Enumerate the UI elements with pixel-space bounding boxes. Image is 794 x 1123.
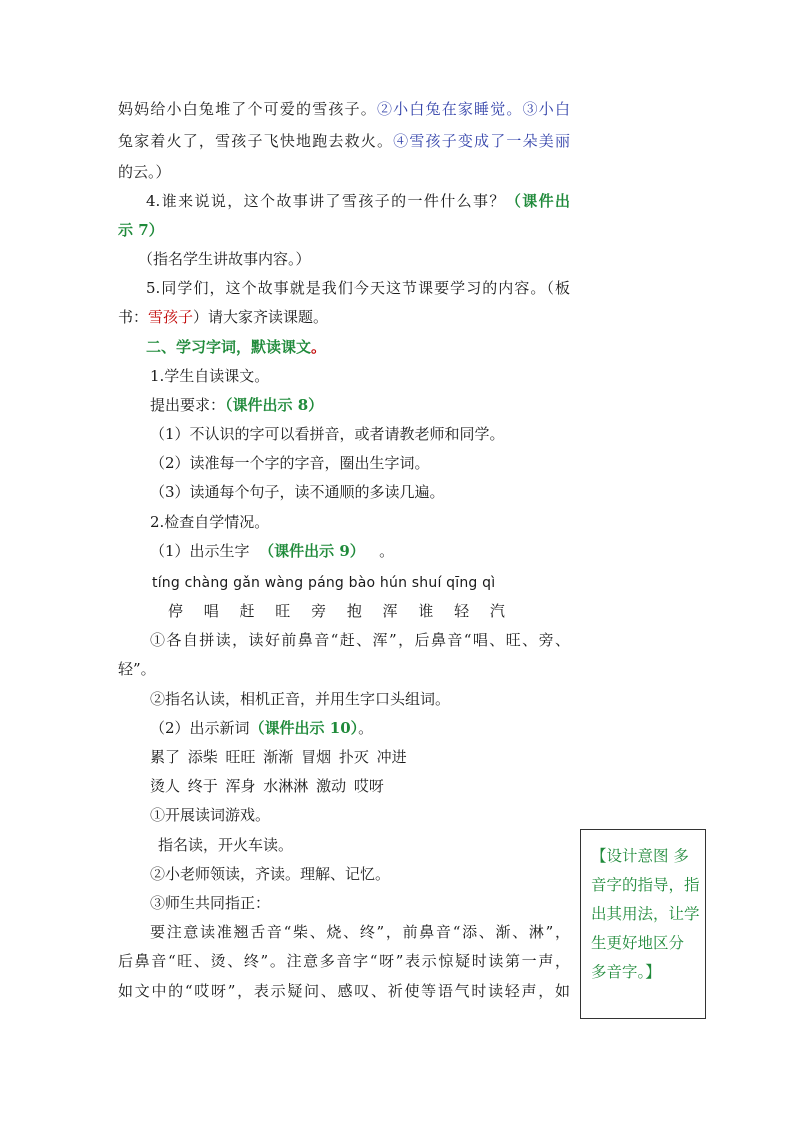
text-line: 妈妈给小白兔堆了个可爱的雪孩子。②小白兔在家睡觉。③小白 [118, 100, 570, 118]
text-line: 4.谁来说说，这个故事讲了雪孩子的一件什么事？（课件出 [146, 192, 570, 210]
text-line: ③师生共同指正： [150, 894, 271, 912]
new-words-row: 烫人 终于 浑身 水淋淋 激动 哎呀 [150, 777, 384, 795]
design-intent-note [580, 829, 706, 1019]
text-line: （1）出示生字 （课件出示 9） 。 [150, 542, 395, 560]
text-line: 要注意读准翘舌音“柴、烧、终”，前鼻音“添、渐、淋”， [150, 923, 570, 941]
text-line: （2）读准每一个字的字音，圈出生字词。 [150, 454, 430, 472]
note-line: 多音字。】 [591, 963, 661, 981]
text-line: 如文中的“哎呀”，表示疑问、感叹、祈使等语气时读轻声，如 [118, 982, 570, 1000]
note-line: 【设计意图 多 [591, 847, 689, 865]
section-heading: 二、学习字词，默读课文。 [146, 338, 327, 356]
text-line: ②指名认读，相机正音，并用生字口头组词。 [150, 690, 451, 708]
text-line: 兔家着火了，雪孩子飞快地跑去救火。④雪孩子变成了一朵美丽 [118, 132, 570, 150]
text-line: 轻”。 [118, 660, 156, 678]
note-line: 生更好地区分 [591, 934, 685, 952]
text-line: （指名学生讲故事内容。） [138, 250, 311, 268]
text-line: 书：雪孩子）请大家齐读课题。 [118, 308, 329, 326]
text-line: 提出要求：（课件出示 8） [150, 396, 324, 414]
text-line: 2.检查自学情况。 [150, 513, 270, 531]
text-line: 的云。） [118, 163, 171, 181]
text-line: 指名读，开火车读。 [158, 836, 294, 854]
text-line: （2）出示新词（课件出示 10）。 [150, 719, 374, 737]
text-line: 1.学生自读课文。 [150, 367, 270, 385]
text-line: 5.同学们，这个故事就是我们今天这节课要学习的内容。（板 [146, 279, 570, 297]
pinyin-line: tíng chàng gǎn wàng páng bào hún shuí qīng qì [152, 575, 496, 591]
new-words-row: 累了 添柴 旺旺 渐渐 冒烟 扑灭 冲进 [150, 748, 407, 766]
note-line: 出其用法，让学 [591, 905, 700, 923]
note-line: 音字的指导，指 [591, 876, 700, 894]
text-line: ①各自拼读，读好前鼻音“赶、浑”，后鼻音“唱、旺、旁、 [150, 631, 570, 649]
text-line: （3）读通每个句子，读不通顺的多读几遍。 [150, 483, 445, 501]
text-line: ①开展读词游戏。 [150, 806, 271, 824]
courseware-ref: 示 7） [118, 221, 164, 239]
text-line: （1）不认识的字可以看拼音，或者请教老师和同学。 [150, 425, 505, 443]
new-characters: 停 唱 赶 旺 旁 抱 浑 谁 轻 汽 [168, 602, 506, 620]
text-line: ②小老师领读，齐读。理解、记忆。 [150, 865, 391, 883]
text-line: 后鼻音“旺、烫、终”。注意多音字“呀”表示惊疑时读第一声， [118, 952, 570, 970]
